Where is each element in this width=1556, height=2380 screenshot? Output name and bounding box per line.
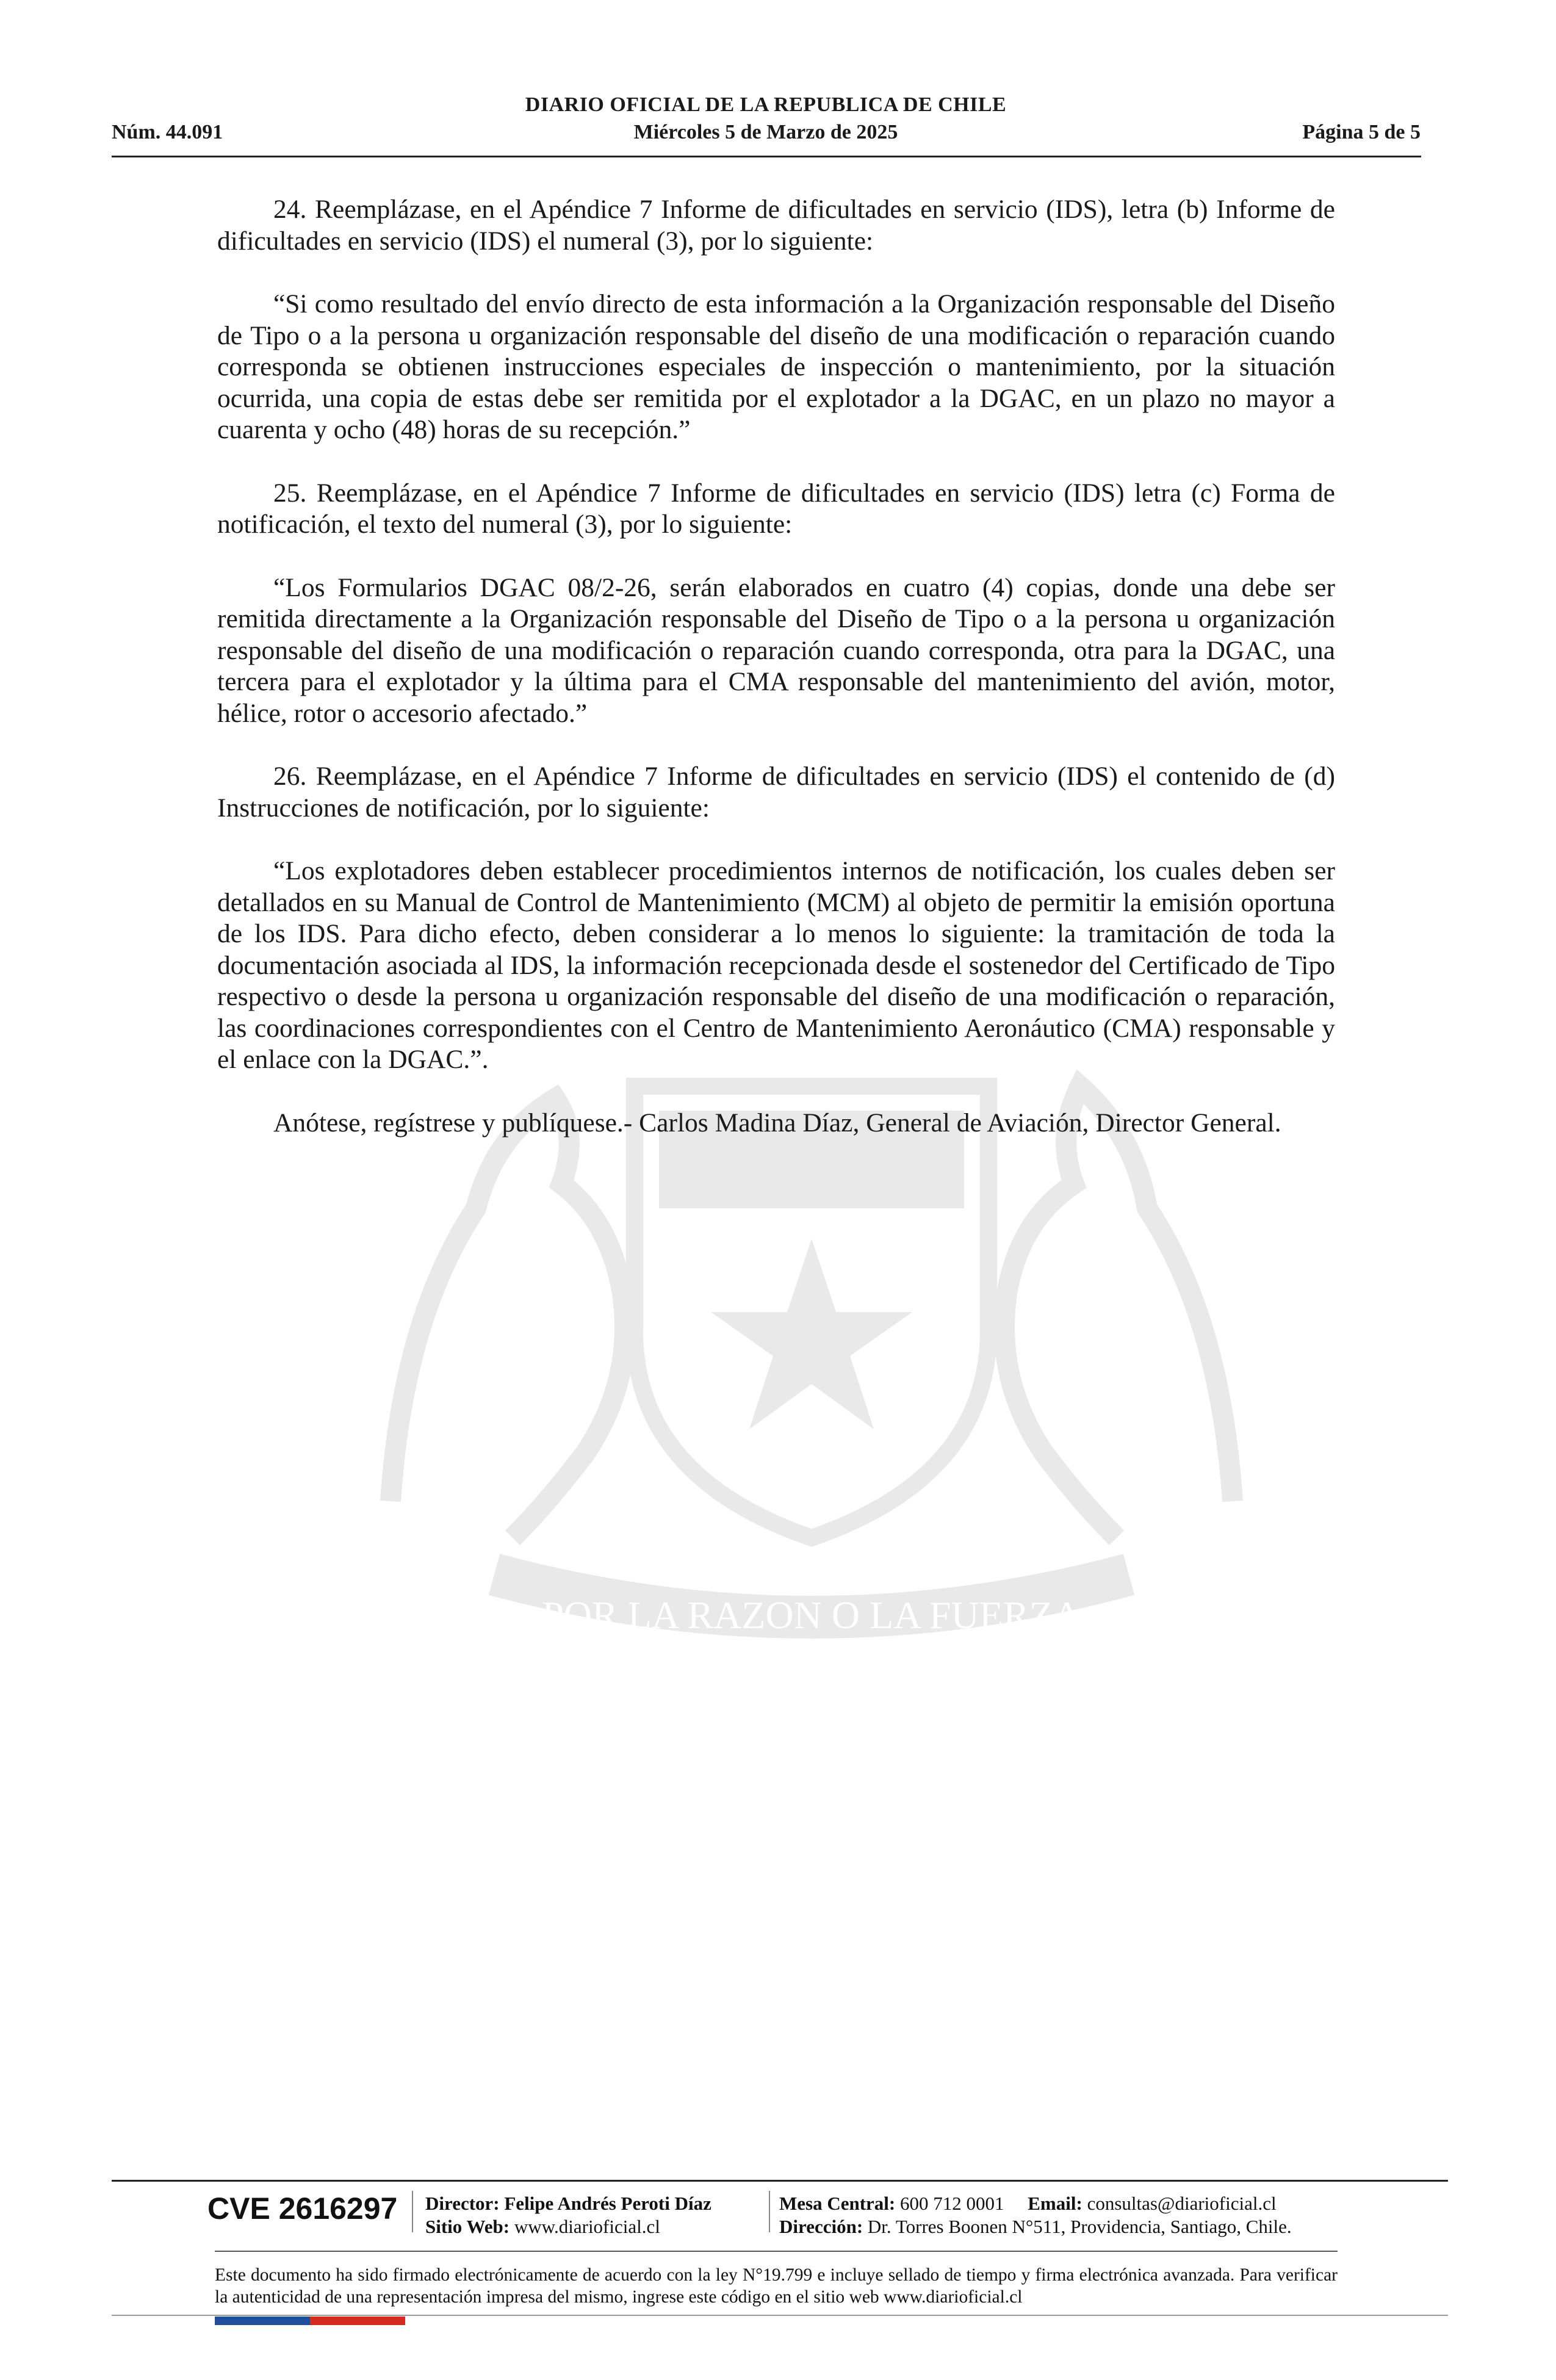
website-link[interactable]: www.diarioficial.cl xyxy=(514,2216,660,2237)
footer-director-block xyxy=(425,2192,711,2238)
cve-code: CVE 2616297 xyxy=(207,2191,398,2226)
footer-separator xyxy=(769,2191,770,2232)
watermark-motto: POR LA RAZON O LA FUERZA xyxy=(542,1593,1081,1637)
paragraph-26-quote: “Los explotadores deben establecer procedimientos internos de notificación, los cuales deben ser detallados en su Manual de Control de Mantenimiento (MCM) al objeto de permitir la emisión oportuna de los IDS. Para dicho efecto, deben considerar a lo menos lo siguiente: la tramitación de toda la documentación asociada al IDS, la información recepcionada desde el sostenedor del Certificado de Tipo respectivo o desde la persona u organización responsable del diseño de una modificación o reparación, las coordinaciones correspondientes con el Centro de Mantenimiento Aeronáutico (CMA) responsable y el enlace con la DGAC.”. xyxy=(217,856,1335,1074)
page-indicator: Página 5 de 5 xyxy=(1302,121,1421,143)
issue-number: Núm. 44.091 xyxy=(112,121,223,143)
email-label: Email: xyxy=(1028,2193,1082,2214)
electronic-signature-note: Este documento ha sido firmado electrónicamente de acuerdo con la ley N°19.799 e incluye sellado de tiempo y firma electrónica avanzada. Para verificar la autenticidad de una representación impresa del mismo, ingrese este código en el sitio web www.diarioficial.cl xyxy=(215,2265,1338,2307)
header-divider xyxy=(112,156,1421,157)
publication-title: DIARIO OFICIAL DE LA REPUBLICA DE CHILE xyxy=(525,93,1007,116)
email-link[interactable]: consultas@diarioficial.cl xyxy=(1087,2193,1277,2214)
paragraph-26: 26. Reemplázase, en el Apéndice 7 Informe de dificultades en servicio (IDS) el contenido de (d) Instrucciones de notificación, por lo siguiente: xyxy=(217,762,1335,823)
paragraph-25: 25. Reemplázase, en el Apéndice 7 Informe de dificultades en servicio (IDS) letra (c) Forma de notificación, el texto del numeral (3), por lo siguiente: xyxy=(217,478,1335,539)
address-value: Dr. Torres Boonen N°511, Providencia, Santiago, Chile. xyxy=(867,2216,1292,2237)
director-name: Felipe Andrés Peroti Díaz xyxy=(504,2193,711,2214)
director-label: Director: xyxy=(425,2193,500,2214)
flag-stripe xyxy=(215,2317,405,2325)
footer-bottom-divider xyxy=(112,2315,1448,2316)
paragraph-25-quote: “Los Formularios DGAC 08/2-26, serán elaborados en cuatro (4) copias, donde una debe ser remitida directamente a la Organización responsable del Diseño de Tipo o a la persona u organización responsable del diseño de una modificación o reparación cuando corresponda, otra para la DGAC, una tercera para el explotador y la última para el CMA responsable del mantenimiento del avión, motor, hélice, rotor o accesorio afectado.” xyxy=(217,572,1335,728)
issue-date: Miércoles 5 de Marzo de 2025 xyxy=(633,121,898,143)
flag-blue-segment xyxy=(215,2317,310,2325)
paragraph-24: 24. Reemplázase, en el Apéndice 7 Informe de dificultades en servicio (IDS), letra (b) Informe de dificultades en servicio (IDS) el numeral (3), por lo siguiente: xyxy=(217,195,1335,256)
address-label: Dirección: xyxy=(779,2216,863,2237)
footer-contact-block xyxy=(779,2192,1292,2238)
website-label: Sitio Web: xyxy=(425,2216,510,2237)
document-body xyxy=(217,194,1335,1139)
closing-signature: Anótese, regístrese y publíquese.- Carlos Madina Díaz, General de Aviación, Director General. xyxy=(273,1108,1281,1138)
mesa-phone: 600 712 0001 xyxy=(900,2193,1004,2214)
footer-top-divider xyxy=(112,2180,1448,2182)
footer-mid-divider xyxy=(215,2251,1338,2252)
footer-separator xyxy=(412,2191,413,2232)
mesa-label: Mesa Central: xyxy=(779,2193,896,2214)
flag-red-segment xyxy=(310,2317,405,2325)
paragraph-24-quote: “Si como resultado del envío directo de esta información a la Organización responsable del Diseño de Tipo o a la persona u organización responsable del diseño de una modificación o reparación cuando corresponda se obtienen instrucciones especiales de inspección o mantenimiento, por la situación ocurrida, una copia de estas debe ser remitida por el explotador a la DGAC, en un plazo no mayor a cuarenta y ocho (48) horas de su recepción.” xyxy=(217,289,1335,444)
